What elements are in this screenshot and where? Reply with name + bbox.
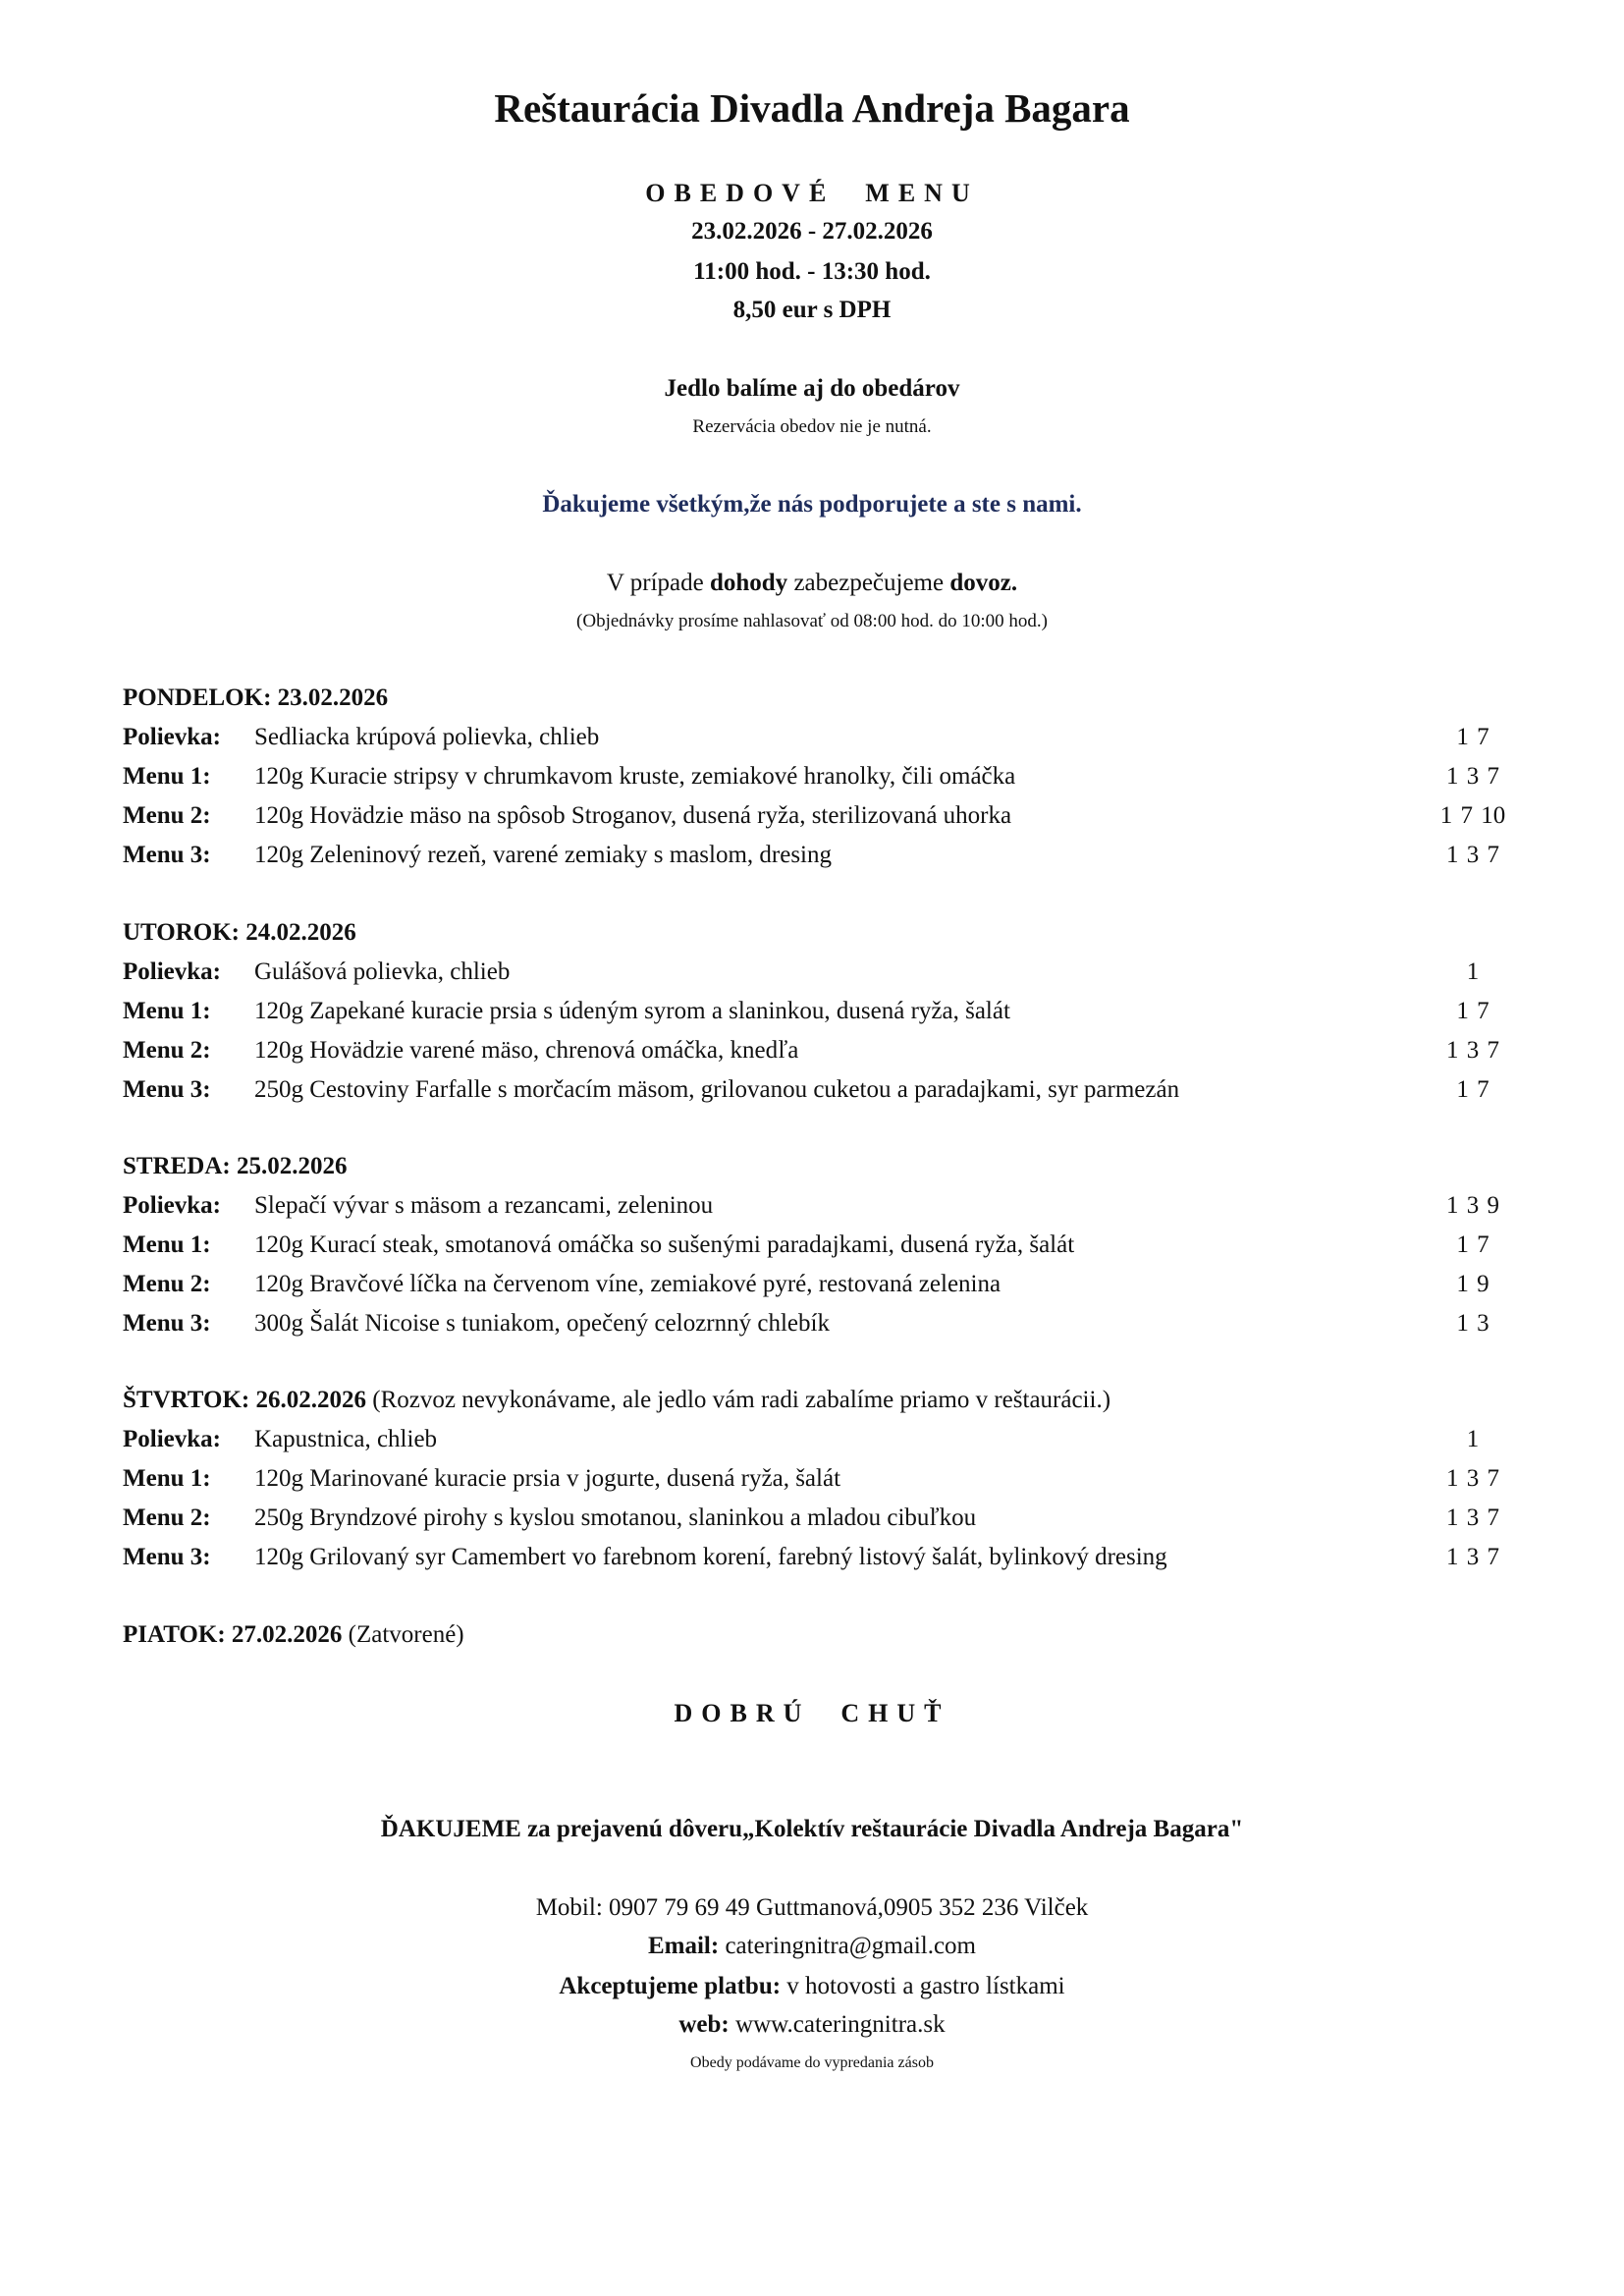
day-heading xyxy=(123,1147,1517,1186)
day-note: (Rozvoz nevykonávame, ale jedlo vám radi zabalíme priamo v reštaurácii.) xyxy=(366,1387,1111,1413)
delivery-text: zabezpečujeme xyxy=(787,570,950,596)
day-title: PONDELOK: 23.02.2026 xyxy=(123,684,389,711)
item-allergens: 1 3 xyxy=(1456,1310,1489,1337)
item-allergens: 1 7 xyxy=(1456,1076,1489,1103)
menu-item xyxy=(123,1070,1517,1110)
serving-hours: 11:00 hod. - 13:30 hod. xyxy=(693,258,931,285)
menu-item xyxy=(123,1459,1517,1499)
thanks-message: Ďakujeme všetkým,že nás podporujete a ste s nami. xyxy=(542,491,1082,518)
menu-item xyxy=(123,718,1517,757)
item-label: Menu 2: xyxy=(123,1504,211,1531)
item-label: Menu 2: xyxy=(123,1271,211,1297)
item-dish: 120g Zeleninový rezeň, varené zemiaky s maslom, dresing xyxy=(254,842,833,868)
item-dish: 120g Hovädzie mäso na spôsob Stroganov, dusená ryža, sterilizovaná uhorka xyxy=(254,802,1012,829)
item-allergens: 1 3 7 xyxy=(1446,1504,1499,1531)
menu-item xyxy=(123,1226,1517,1265)
day-heading xyxy=(123,679,1517,718)
payment-label: Akceptujeme platbu: xyxy=(559,1973,782,1999)
menu-item xyxy=(123,1304,1517,1343)
item-allergens: 1 3 7 xyxy=(1446,1037,1499,1064)
day-note: (Zatvorené) xyxy=(342,1621,464,1648)
item-dish: Kapustnica, chlieb xyxy=(254,1426,438,1452)
footer-thanks: ĎAKUJEME za prejavenú dôveru„Kolektív reštaurácie Divadla Andreja Bagara" xyxy=(380,1816,1244,1842)
packing-note: Jedlo balíme aj do obedárov xyxy=(664,375,960,402)
item-allergens: 1 7 xyxy=(1456,998,1489,1024)
contact-mobile: Mobil: 0907 79 69 49 Guttmanová,0905 352 236 Vilček xyxy=(535,1894,1089,1921)
item-label: Menu 2: xyxy=(123,1037,211,1064)
item-label: Menu 1: xyxy=(123,1231,211,1258)
closing-wish: DOBRÚ CHUŤ xyxy=(674,1699,950,1727)
item-label: Polievka: xyxy=(123,1426,221,1452)
menu-item xyxy=(123,1420,1517,1459)
item-allergens: 1 3 7 xyxy=(1446,763,1499,790)
date-range: 23.02.2026 - 27.02.2026 xyxy=(691,218,933,245)
email-label: Email: xyxy=(647,1933,720,1959)
item-allergens: 1 xyxy=(1466,958,1480,985)
menu-item xyxy=(123,1499,1517,1538)
item-allergens: 1 3 7 xyxy=(1446,1544,1499,1570)
item-allergens: 1 3 9 xyxy=(1446,1192,1499,1219)
item-allergens: 1 3 7 xyxy=(1446,842,1499,868)
item-dish: 120g Bravčové líčka na červenom víne, zemiakové pyré, restovaná zelenina xyxy=(254,1271,1001,1297)
reservation-note: Rezervácia obedov nie je nutná. xyxy=(692,416,932,437)
item-dish: 120g Marinované kuracie prsia v jogurte, dusená ryža, šalát xyxy=(254,1465,841,1492)
day-heading xyxy=(123,1615,1517,1655)
item-dish: 250g Bryndzové pirohy s kyslou smotanou, slaninkou a mladou cibuľkou xyxy=(254,1504,977,1531)
menu-heading: OBEDOVÉ MENU xyxy=(645,179,979,207)
price: 8,50 eur s DPH xyxy=(732,297,892,323)
orders-note: (Objednávky prosíme nahlasovať od 08:00 hod. do 10:00 hod.) xyxy=(576,611,1048,631)
menu-item xyxy=(123,1031,1517,1070)
item-label: Menu 2: xyxy=(123,802,211,829)
delivery-bold: dohody xyxy=(709,570,788,596)
day-section xyxy=(123,1615,1517,1655)
item-label: Polievka: xyxy=(123,958,221,985)
item-dish: 120g Kurací steak, smotanová omáčka so sušenými paradajkami, dusená ryža, šalát xyxy=(254,1231,1075,1258)
item-allergens: 1 9 xyxy=(1456,1271,1489,1297)
item-label: Polievka: xyxy=(123,724,221,750)
day-heading xyxy=(123,913,1517,953)
email-link[interactable]: cateringnitra@gmail.com xyxy=(719,1933,977,1959)
day-title: STREDA: 25.02.2026 xyxy=(123,1153,348,1179)
delivery-bold: dovoz. xyxy=(949,570,1018,596)
item-allergens: 1 3 7 xyxy=(1446,1465,1499,1492)
menu-item xyxy=(123,757,1517,796)
item-dish: Sedliacka krúpová polievka, chlieb xyxy=(254,724,600,750)
day-title: UTOROK: 24.02.2026 xyxy=(123,919,356,946)
delivery-note xyxy=(0,564,1624,603)
restaurant-title: Reštaurácia Divadla Andreja Bagara xyxy=(494,85,1130,131)
item-dish: 120g Hovädzie varené mäso, chrenová omáčka, knedľa xyxy=(254,1037,799,1064)
day-section xyxy=(123,1381,1517,1577)
day-section xyxy=(123,679,1517,875)
item-dish: 120g Kuracie stripsy v chrumkavom kruste, zemiakové hranolky, čili omáčka xyxy=(254,763,1016,790)
day-section xyxy=(123,1147,1517,1343)
delivery-text: V prípade xyxy=(606,570,710,596)
item-dish: Gulášová polievka, chlieb xyxy=(254,958,511,985)
menu-item xyxy=(123,953,1517,992)
item-allergens: 1 xyxy=(1466,1426,1480,1452)
menu-item xyxy=(123,796,1517,836)
availability-note: Obedy podávame do vypredania zásob xyxy=(690,2054,934,2071)
item-label: Menu 3: xyxy=(123,1310,211,1337)
day-heading xyxy=(123,1381,1517,1420)
item-dish: 250g Cestoviny Farfalle s morčacím mäsom, grilovanou cuketou a paradajkami, syr parmezán xyxy=(254,1076,1180,1103)
item-label: Menu 1: xyxy=(123,998,211,1024)
item-label: Menu 3: xyxy=(123,1544,211,1570)
item-dish: Slepačí vývar s mäsom a rezancami, zeleninou xyxy=(254,1192,714,1219)
contact-email xyxy=(0,1927,1624,1966)
day-title: ŠTVRTOK: 26.02.2026 xyxy=(123,1387,366,1413)
payment-info xyxy=(0,1967,1624,2006)
web-label: web: xyxy=(678,2011,730,2038)
web-link[interactable]: www.cateringnitra.sk xyxy=(729,2011,946,2038)
menu-item xyxy=(123,836,1517,875)
menu-item xyxy=(123,1265,1517,1304)
website xyxy=(0,2005,1624,2045)
day-title: PIATOK: 27.02.2026 xyxy=(123,1621,343,1648)
item-allergens: 1 7 xyxy=(1456,724,1489,750)
payment-text: v hotovosti a gastro lístkami xyxy=(781,1973,1065,1999)
day-section xyxy=(123,913,1517,1110)
menu-item xyxy=(123,1538,1517,1577)
item-label: Menu 1: xyxy=(123,763,211,790)
item-label: Menu 3: xyxy=(123,842,211,868)
item-label: Polievka: xyxy=(123,1192,221,1219)
item-label: Menu 3: xyxy=(123,1076,211,1103)
item-dish: 120g Grilovaný syr Camembert vo farebnom korení, farebný listový šalát, bylinkový dresing xyxy=(254,1544,1167,1570)
item-dish: 120g Zapekané kuracie prsia s údeným syrom a slaninkou, dusená ryža, šalát xyxy=(254,998,1010,1024)
item-label: Menu 1: xyxy=(123,1465,211,1492)
menu-item xyxy=(123,1186,1517,1226)
menu-item xyxy=(123,992,1517,1031)
item-allergens: 1 7 xyxy=(1456,1231,1489,1258)
item-allergens: 1 7 10 xyxy=(1439,802,1506,829)
item-dish: 300g Šalát Nicoise s tuniakom, opečený celozrnný chlebík xyxy=(254,1310,830,1337)
